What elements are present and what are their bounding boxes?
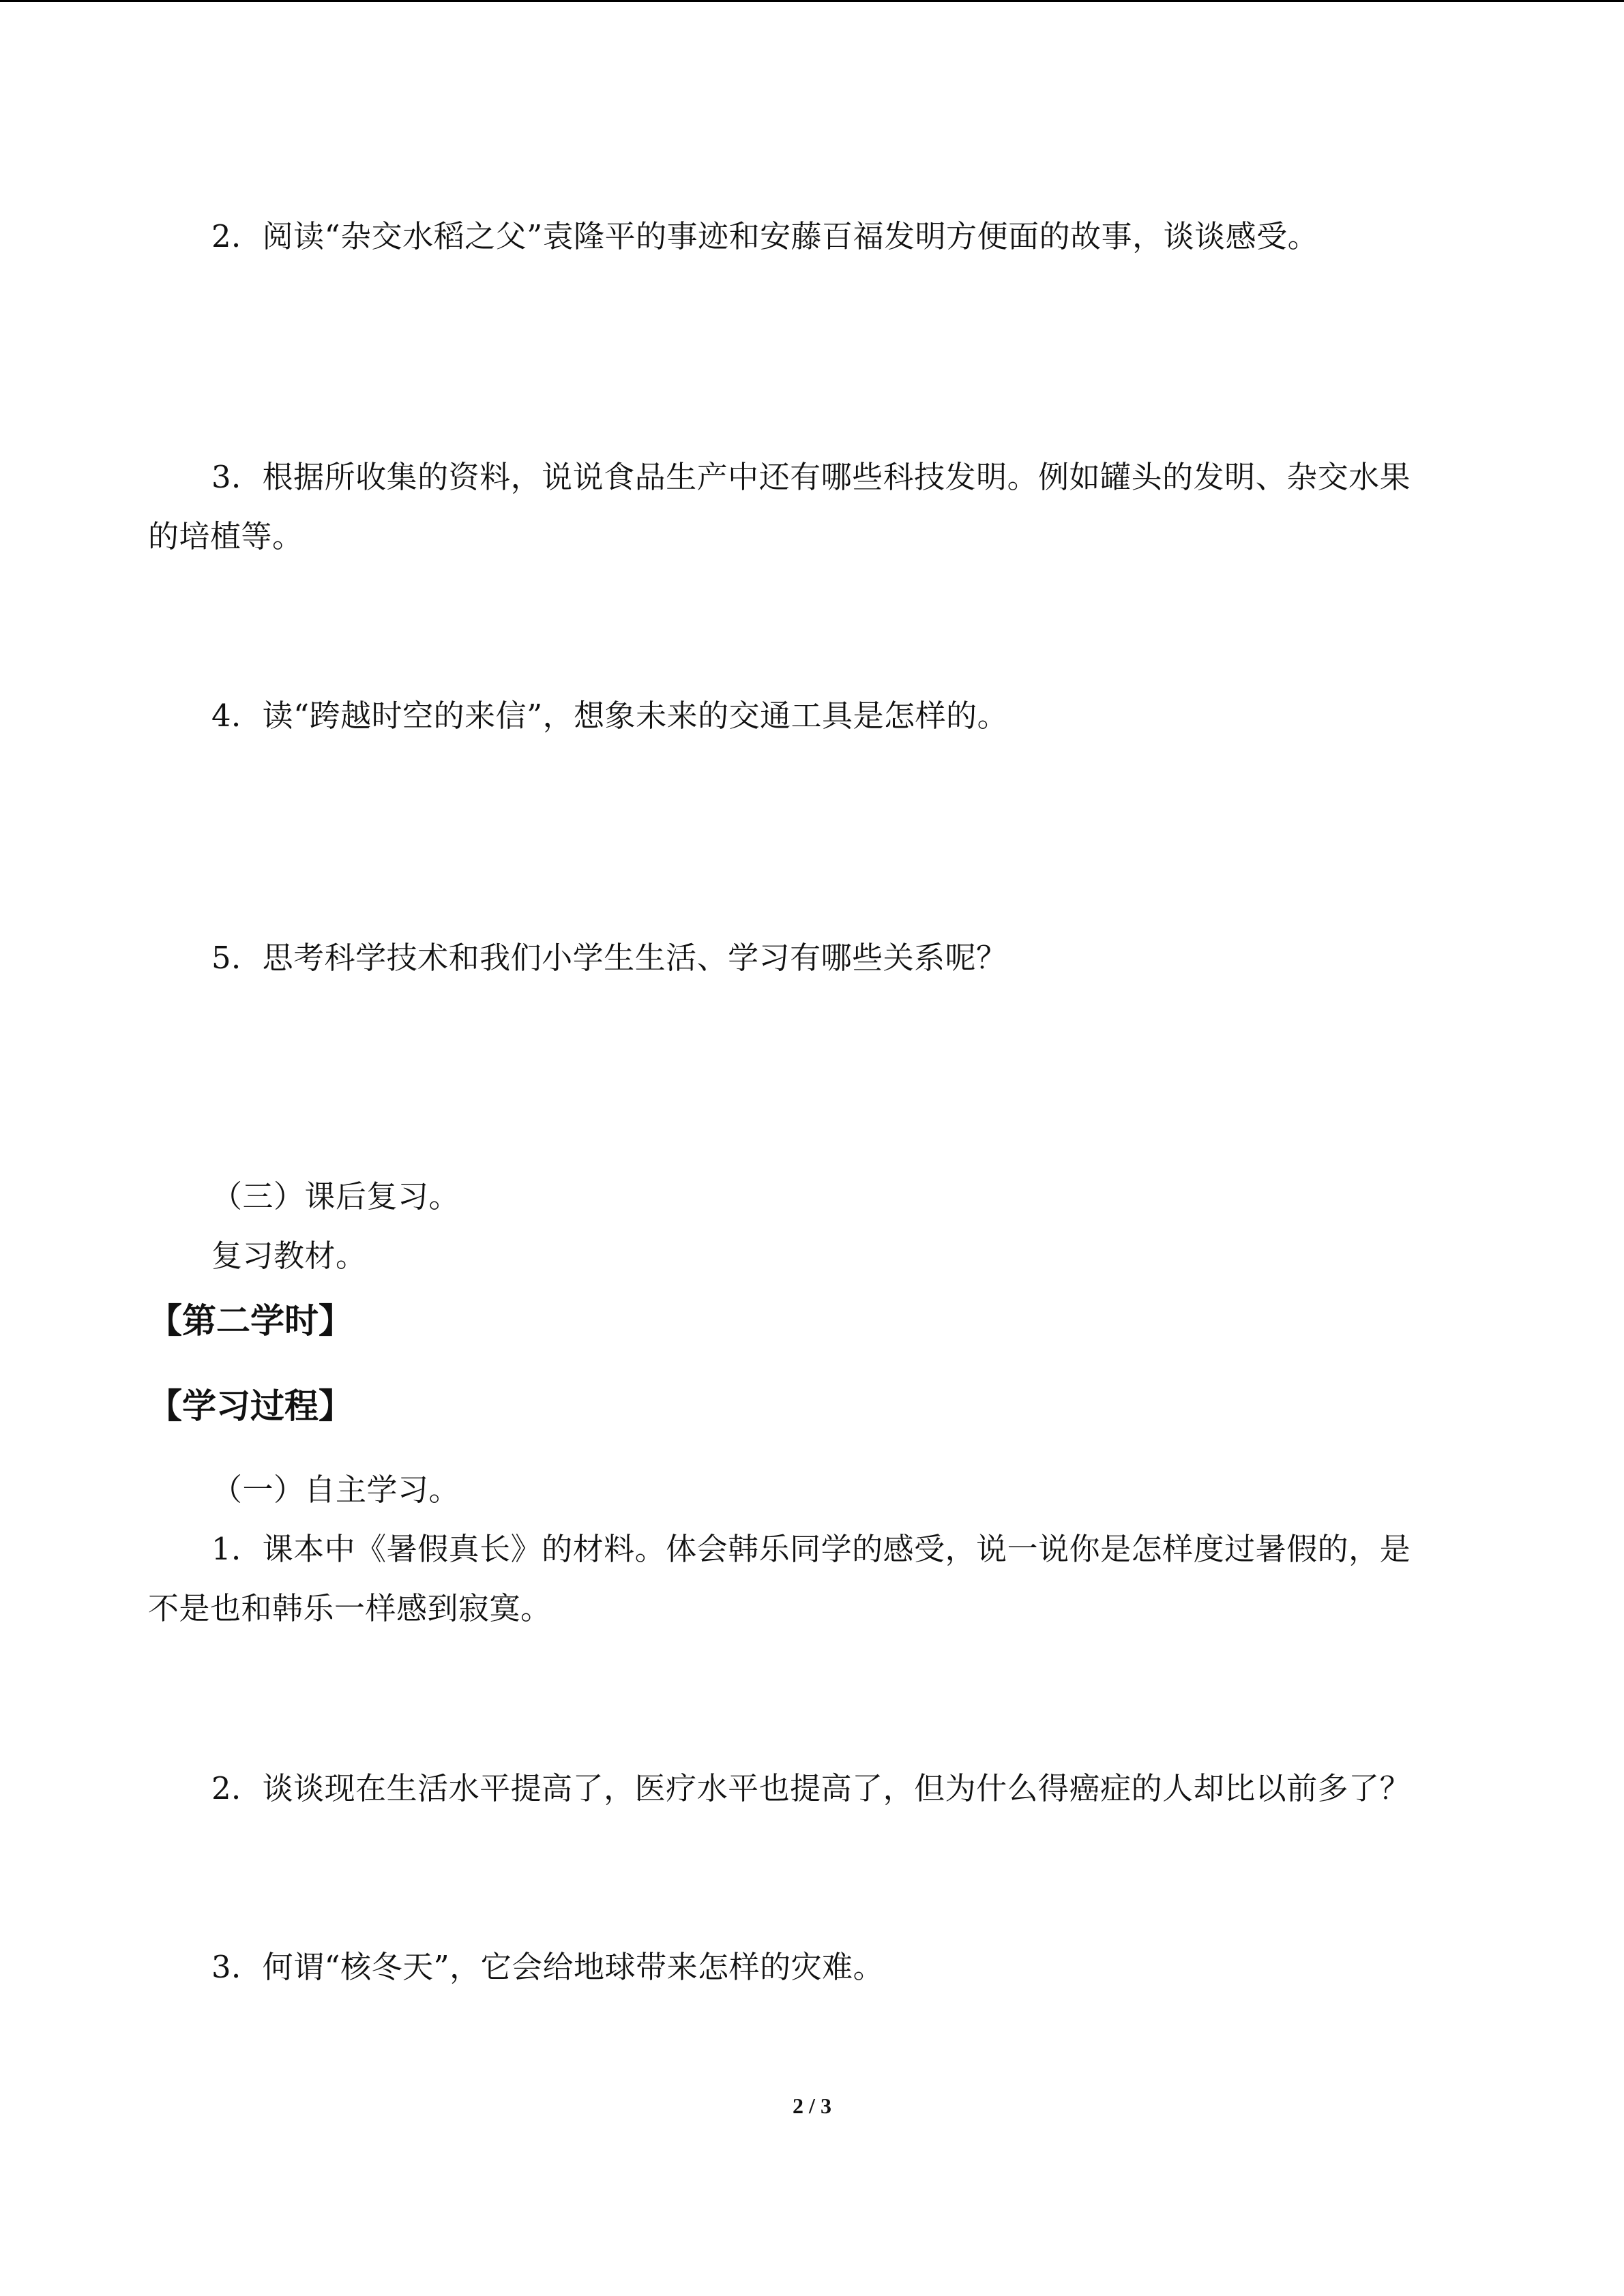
lesson-2-question-2: 2．谈谈现在生活水平提高了，医疗水平也提高了，但为什么得癌症的人却比以前多了？ [211,1770,1411,1806]
review-section-title: （三）课后复习。 [211,1178,460,1214]
question-3-paragraph-line-2: 的培植等。 [148,518,304,554]
question-3-paragraph-line-1: 3．根据所收集的资料，说说食品生产中还有哪些科技发明。例如罐头的发明、杂交水果 [211,459,1411,495]
question-2-paragraph: 2．阅读“杂交水稻之父”袁隆平的事迹和安藤百福发明方便面的故事，谈谈感受。 [211,218,1319,254]
learning-process-heading: 【学习过程】 [148,1386,353,1426]
review-text: 复习教材。 [211,1238,367,1274]
page-number: 2 / 3 [793,2093,831,2118]
lesson-2-question-1-line-1: 1．课本中《暑假真长》的材料。体会韩乐同学的感受，说一说你是怎样度过暑假的，是 [211,1531,1411,1567]
lesson-2-question-3: 3．何谓“核冬天”，它会给地球带来怎样的灾难。 [211,1949,885,1985]
lesson-2-heading: 【第二学时】 [148,1301,353,1341]
question-5-paragraph: 5．思考科学技术和我们小学生生活、学习有哪些关系呢？ [211,940,1007,976]
lesson-2-question-1-line-2: 不是也和韩乐一样感到寂寞。 [148,1590,552,1626]
question-4-paragraph: 4．读“跨越时空的来信”，想象未来的交通工具是怎样的。 [211,698,1009,734]
self-study-title: （一）自主学习。 [211,1472,460,1508]
top-border-line [0,0,1624,2]
